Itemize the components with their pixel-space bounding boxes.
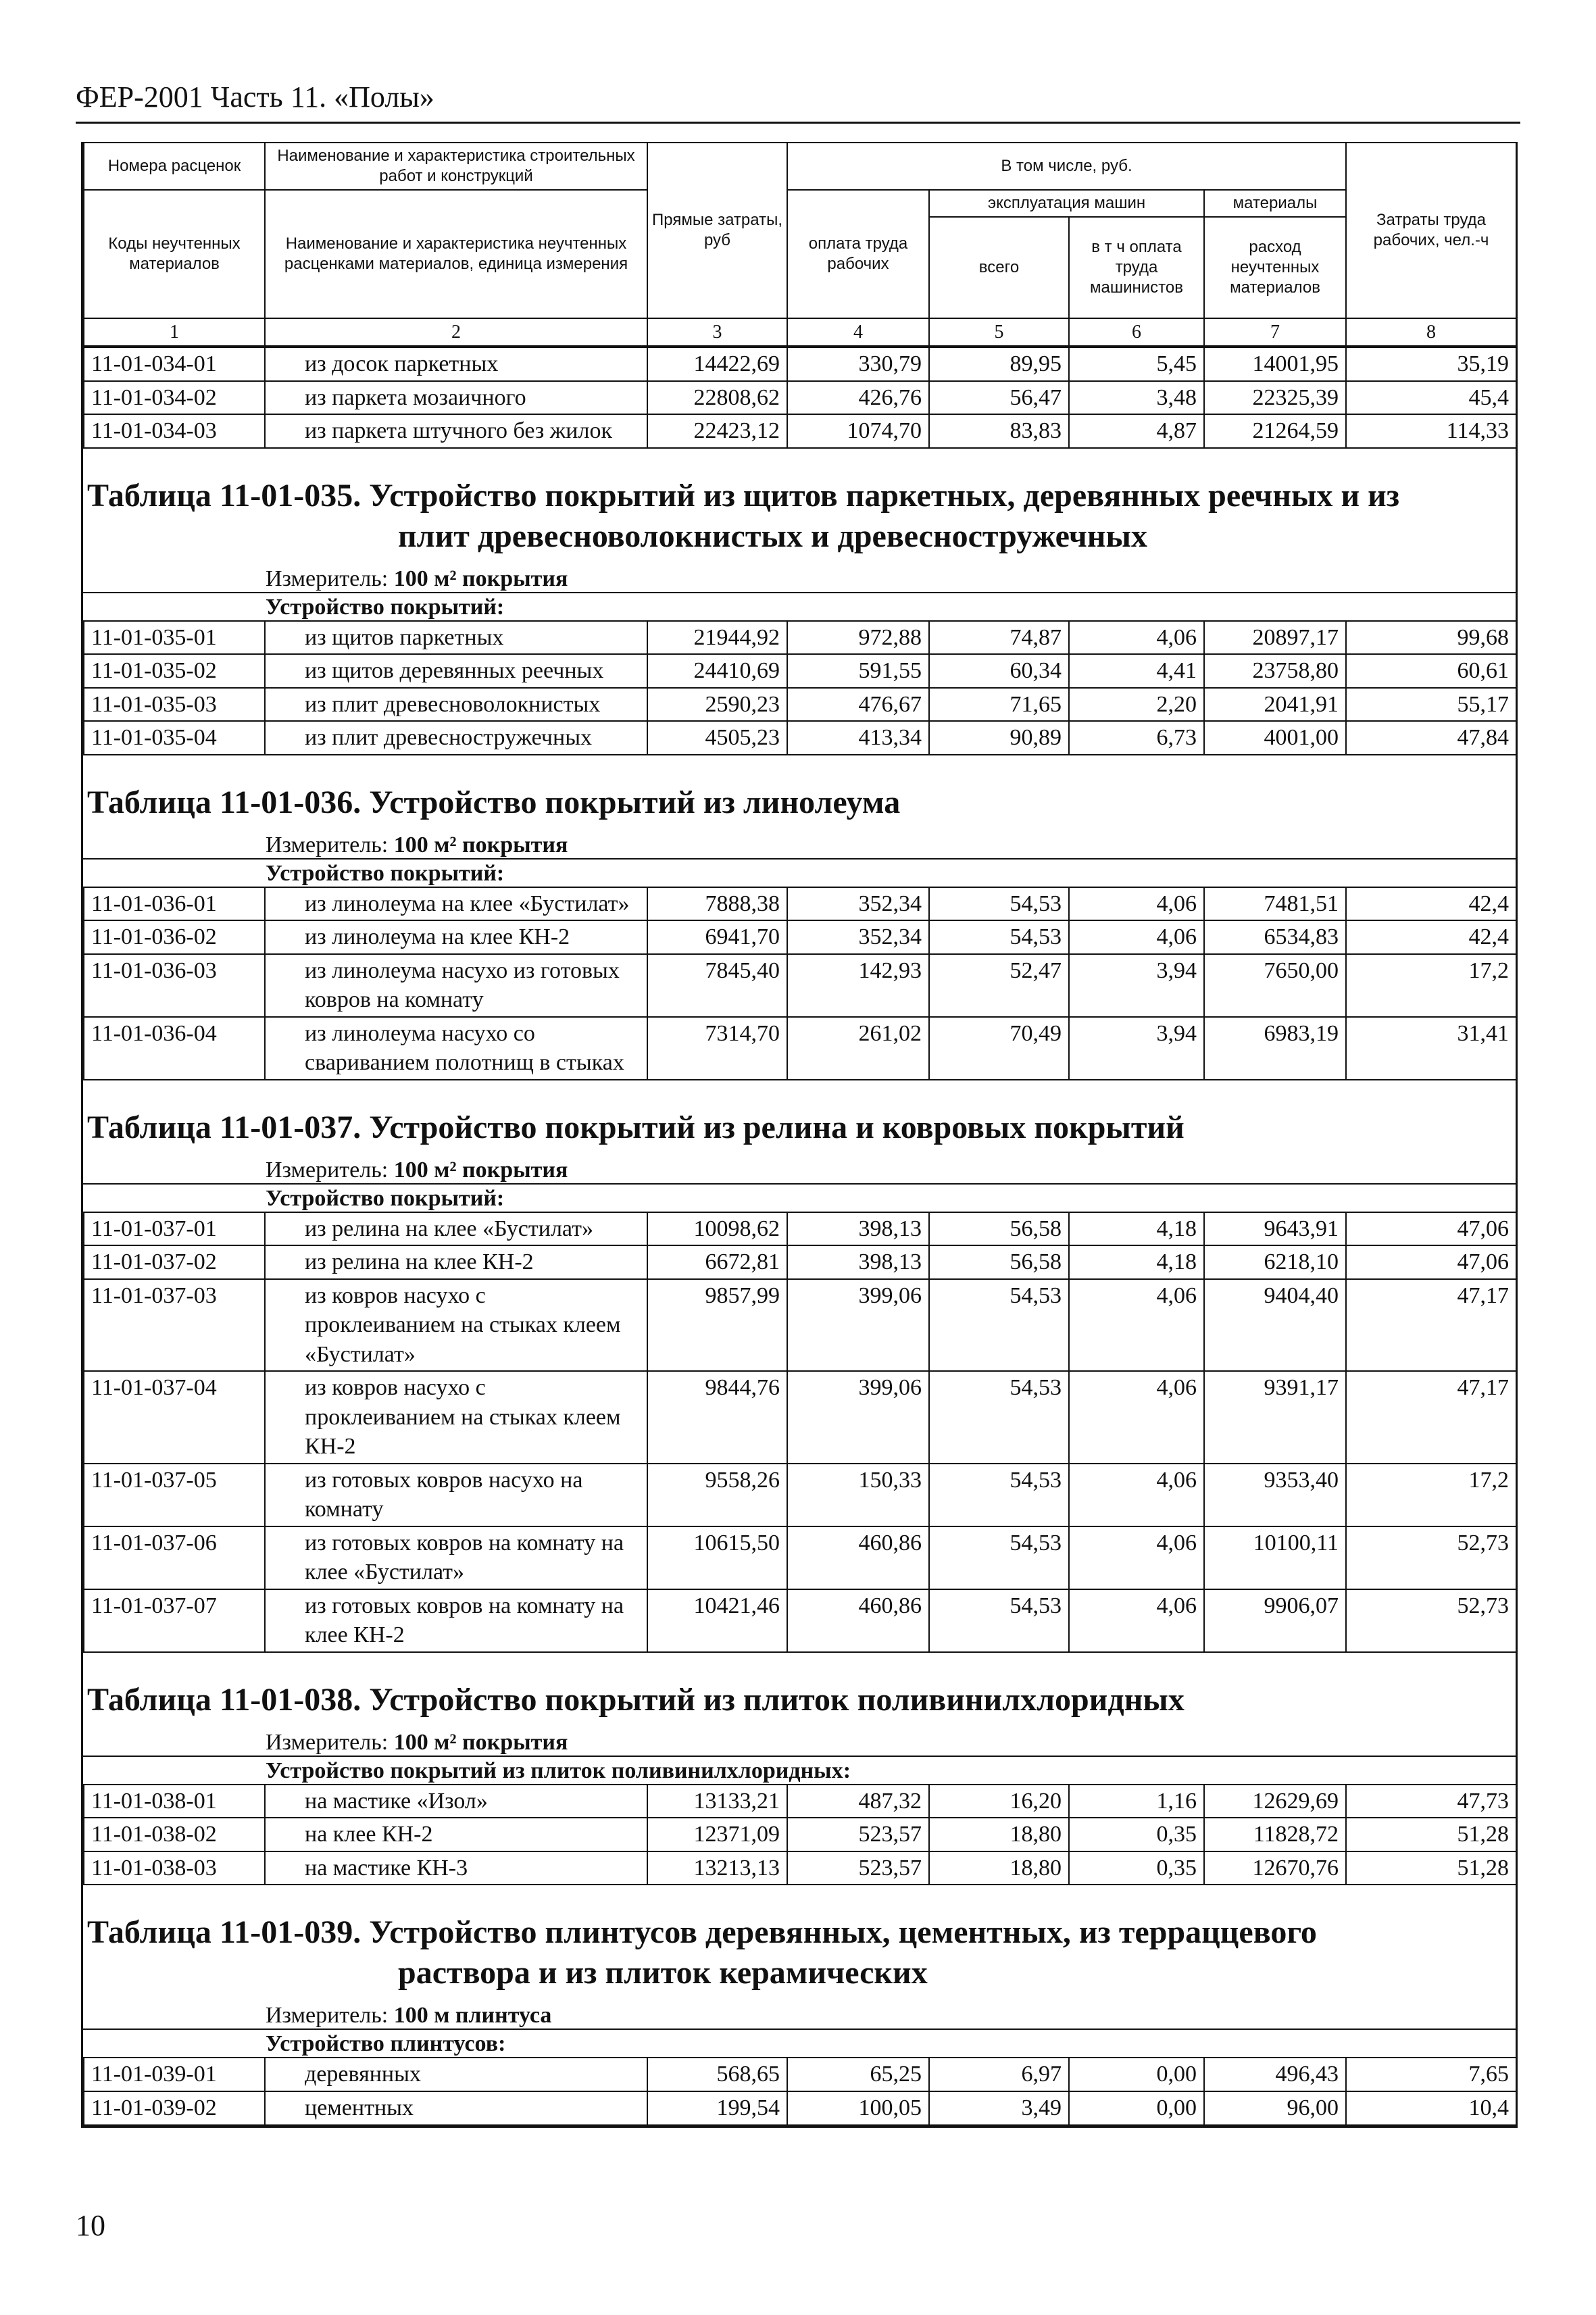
table-row <box>84 1464 1516 1526</box>
header-rule <box>76 122 1520 124</box>
rates-rows <box>83 1212 1517 1653</box>
measure-unit <box>83 830 1516 858</box>
materials: 22325,39 <box>1204 381 1346 415</box>
machine-total: 56,58 <box>929 1245 1069 1279</box>
labor-hours: 47,17 <box>1346 1371 1516 1464</box>
machine-operator-pay: 2,20 <box>1069 688 1204 722</box>
rate-code: 11-01-037-05 <box>84 1464 265 1526</box>
table-title-continuation: раствора и из плиток керамических <box>398 1955 928 1991</box>
materials: 7650,00 <box>1204 954 1346 1017</box>
work-name: из готовых ковров на комнату на клее «Бустилат» <box>265 1526 647 1589</box>
table-row <box>84 1526 1516 1589</box>
direct-costs: 22423,12 <box>647 414 787 448</box>
machine-operator-pay: 4,18 <box>1069 1212 1204 1246</box>
table-row <box>84 381 1516 415</box>
materials: 6534,83 <box>1204 920 1346 954</box>
col-num: 7 <box>1204 318 1346 346</box>
measure-value: 100 м² покрытия <box>393 1157 568 1183</box>
direct-costs: 14422,69 <box>647 347 787 381</box>
table-row <box>84 688 1516 722</box>
work-name: цементных <box>265 2091 647 2125</box>
rates-rows <box>83 887 1517 1080</box>
machine-total: 18,80 <box>929 1818 1069 1851</box>
direct-costs: 568,65 <box>647 2058 787 2091</box>
col-num: 5 <box>929 318 1069 346</box>
work-name: из ковров насухо с проклеиванием на стыках клеем КН-2 <box>265 1371 647 1464</box>
rate-code: 11-01-039-01 <box>84 2058 265 2091</box>
measure-value: 100 м² покрытия <box>393 832 568 857</box>
machine-total: 90,89 <box>929 721 1069 755</box>
direct-costs: 12371,09 <box>647 1818 787 1851</box>
machine-operator-pay: 4,06 <box>1069 1526 1204 1589</box>
measure-unit <box>83 1155 1516 1183</box>
direct-costs: 7845,40 <box>647 954 787 1017</box>
direct-costs: 9844,76 <box>647 1371 787 1464</box>
header-labor-pay: оплата труда рабочих <box>787 190 929 318</box>
col-num: 8 <box>1346 318 1516 346</box>
direct-costs: 10421,46 <box>647 1589 787 1652</box>
labor-hours: 17,2 <box>1346 1464 1516 1526</box>
section-subheader: Устройство плинтусов: <box>83 2028 1516 2057</box>
labor-pay: 460,86 <box>787 1526 929 1589</box>
direct-costs: 24410,69 <box>647 654 787 688</box>
labor-hours: 51,28 <box>1346 1818 1516 1851</box>
rate-code: 11-01-035-02 <box>84 654 265 688</box>
column-header-table <box>83 142 1517 347</box>
direct-costs: 6672,81 <box>647 1245 787 1279</box>
work-name: из линолеума насухо из готовых ковров на комнату <box>265 954 647 1017</box>
table-row <box>84 1851 1516 1885</box>
table-title-continuation: плит древесноволокнистых и древесностружечных <box>398 518 1147 554</box>
machine-total: 54,53 <box>929 1464 1069 1526</box>
machine-operator-pay: 0,00 <box>1069 2091 1204 2125</box>
labor-hours: 99,68 <box>1346 621 1516 655</box>
machine-total: 60,34 <box>929 654 1069 688</box>
machine-operator-pay: 0,35 <box>1069 1818 1204 1851</box>
machine-total: 56,47 <box>929 381 1069 415</box>
table-row <box>84 347 1516 381</box>
labor-hours: 31,41 <box>1346 1017 1516 1080</box>
rate-code: 11-01-039-02 <box>84 2091 265 2125</box>
tables-content <box>83 347 1516 2126</box>
work-name: из релина на клее «Бустилат» <box>265 1212 647 1246</box>
labor-hours: 42,4 <box>1346 887 1516 921</box>
table-title-text: Таблица 11-01-039. Устройство плинтусов деревянных, цементных, из терраццевого <box>87 1914 1317 1951</box>
machine-operator-pay: 4,06 <box>1069 920 1204 954</box>
direct-costs: 9857,99 <box>647 1279 787 1372</box>
rate-code: 11-01-036-03 <box>84 954 265 1017</box>
labor-hours: 52,73 <box>1346 1589 1516 1652</box>
labor-hours: 47,06 <box>1346 1245 1516 1279</box>
col-num: 3 <box>647 318 787 346</box>
machine-total: 54,53 <box>929 1526 1069 1589</box>
measure-value: 100 м плинтуса <box>393 2003 552 2028</box>
labor-pay: 100,05 <box>787 2091 929 2125</box>
header-materials: материалы <box>1204 190 1346 217</box>
rate-table-section <box>83 1885 1516 2125</box>
materials: 12629,69 <box>1204 1785 1346 1818</box>
rate-code: 11-01-034-01 <box>84 347 265 381</box>
header-machine-ops: эксплуатация машин <box>929 190 1204 217</box>
table-row <box>84 721 1516 755</box>
rate-code: 11-01-037-01 <box>84 1212 265 1246</box>
measure-unit <box>83 2000 1516 2028</box>
measure-label: Измеритель: <box>266 1157 389 1183</box>
materials: 23758,80 <box>1204 654 1346 688</box>
materials: 12670,76 <box>1204 1851 1346 1885</box>
machine-operator-pay: 4,06 <box>1069 887 1204 921</box>
labor-hours: 10,4 <box>1346 2091 1516 2125</box>
machine-operator-pay: 4,06 <box>1069 1279 1204 1372</box>
table-row <box>84 1589 1516 1652</box>
section-subheader: Устройство покрытий: <box>83 1183 1516 1212</box>
table-title-text: Таблица 11-01-038. Устройство покрытий из плиток поливинилхлоридных <box>87 1681 1184 1718</box>
labor-pay: 523,57 <box>787 1818 929 1851</box>
table-row <box>84 414 1516 448</box>
table-row <box>84 1212 1516 1246</box>
direct-costs: 2590,23 <box>647 688 787 722</box>
measure-label: Измеритель: <box>266 1729 389 1755</box>
header-machine-total: всего <box>929 217 1069 318</box>
rates-rows <box>83 347 1517 449</box>
labor-pay: 352,34 <box>787 920 929 954</box>
materials: 11828,72 <box>1204 1818 1346 1851</box>
rate-code: 11-01-035-01 <box>84 621 265 655</box>
materials: 14001,95 <box>1204 347 1346 381</box>
header-machine-incl: в т ч оплата труда машинистов <box>1069 217 1204 318</box>
col-num: 2 <box>265 318 647 346</box>
direct-costs: 6941,70 <box>647 920 787 954</box>
labor-pay: 352,34 <box>787 887 929 921</box>
header-direct-costs: Прямые затраты, руб <box>647 143 787 318</box>
table-title <box>83 755 1516 830</box>
machine-operator-pay: 4,06 <box>1069 1464 1204 1526</box>
machine-total: 18,80 <box>929 1851 1069 1885</box>
labor-pay: 399,06 <box>787 1371 929 1464</box>
rate-code: 11-01-037-06 <box>84 1526 265 1589</box>
rate-code: 11-01-036-02 <box>84 920 265 954</box>
materials: 9353,40 <box>1204 1464 1346 1526</box>
table-row <box>84 2058 1516 2091</box>
machine-total: 74,87 <box>929 621 1069 655</box>
machine-operator-pay: 4,06 <box>1069 1371 1204 1464</box>
work-name: деревянных <box>265 2058 647 2091</box>
work-name: из щитов паркетных <box>265 621 647 655</box>
materials: 9643,91 <box>1204 1212 1346 1246</box>
rate-code: 11-01-036-01 <box>84 887 265 921</box>
rate-table-section <box>83 1653 1516 1886</box>
materials: 6983,19 <box>1204 1017 1346 1080</box>
work-name: на мастике «Изол» <box>265 1785 647 1818</box>
rate-code: 11-01-035-03 <box>84 688 265 722</box>
rates-rows <box>83 2057 1517 2125</box>
work-name: из готовых ковров на комнату на клее КН-2 <box>265 1589 647 1652</box>
work-name: из плит древесностружечных <box>265 721 647 755</box>
materials: 10100,11 <box>1204 1526 1346 1589</box>
materials: 96,00 <box>1204 2091 1346 2125</box>
materials: 21264,59 <box>1204 414 1346 448</box>
machine-total: 71,65 <box>929 688 1069 722</box>
machine-total: 89,95 <box>929 347 1069 381</box>
materials: 496,43 <box>1204 2058 1346 2091</box>
machine-total: 54,53 <box>929 887 1069 921</box>
labor-pay: 1074,70 <box>787 414 929 448</box>
section-subheader: Устройство покрытий из плиток поливинилхлоридных: <box>83 1756 1516 1784</box>
direct-costs: 22808,62 <box>647 381 787 415</box>
page-number: 10 <box>76 2209 105 2242</box>
labor-pay: 398,13 <box>787 1212 929 1246</box>
labor-hours: 47,17 <box>1346 1279 1516 1372</box>
materials: 9906,07 <box>1204 1589 1346 1652</box>
work-name: из линолеума на клее «Бустилат» <box>265 887 647 921</box>
table-row <box>84 1017 1516 1080</box>
work-name: из паркета штучного без жилок <box>265 414 647 448</box>
direct-costs: 199,54 <box>647 2091 787 2125</box>
work-name: из линолеума насухо со свариванием полотнищ в стыках <box>265 1017 647 1080</box>
machine-total: 6,97 <box>929 2058 1069 2091</box>
table-row <box>84 1818 1516 1851</box>
labor-hours: 60,61 <box>1346 654 1516 688</box>
direct-costs: 4505,23 <box>647 721 787 755</box>
header-materials-sub: расход неучтенных материалов <box>1204 217 1346 318</box>
machine-total: 70,49 <box>929 1017 1069 1080</box>
col-num: 1 <box>84 318 265 346</box>
labor-hours: 35,19 <box>1346 347 1516 381</box>
machine-total: 16,20 <box>929 1785 1069 1818</box>
labor-pay: 330,79 <box>787 347 929 381</box>
page-header: ФЕР-2001 Часть 11. «Полы» <box>76 80 434 114</box>
labor-hours: 55,17 <box>1346 688 1516 722</box>
rate-code: 11-01-038-02 <box>84 1818 265 1851</box>
rates-rows <box>83 620 1517 755</box>
header-rate-numbers: Номера расценок <box>84 143 265 190</box>
table-row <box>84 1785 1516 1818</box>
machine-operator-pay: 4,87 <box>1069 414 1204 448</box>
machine-operator-pay: 6,73 <box>1069 721 1204 755</box>
labor-hours: 51,28 <box>1346 1851 1516 1885</box>
machine-total: 54,53 <box>929 1589 1069 1652</box>
machine-operator-pay: 0,35 <box>1069 1851 1204 1885</box>
table-row <box>84 887 1516 921</box>
rate-table-section <box>83 449 1516 755</box>
rate-code: 11-01-037-07 <box>84 1589 265 1652</box>
work-name: из готовых ковров насухо на комнату <box>265 1464 647 1526</box>
machine-operator-pay: 4,06 <box>1069 621 1204 655</box>
work-name: из релина на клее КН-2 <box>265 1245 647 1279</box>
measure-label: Измеритель: <box>266 566 389 591</box>
rate-code: 11-01-035-04 <box>84 721 265 755</box>
machine-operator-pay: 1,16 <box>1069 1785 1204 1818</box>
labor-pay: 972,88 <box>787 621 929 655</box>
labor-hours: 42,4 <box>1346 920 1516 954</box>
machine-total: 54,53 <box>929 920 1069 954</box>
materials: 9391,17 <box>1204 1371 1346 1464</box>
table-row <box>84 1371 1516 1464</box>
work-name: из линолеума на клее КН-2 <box>265 920 647 954</box>
machine-total: 54,53 <box>929 1279 1069 1372</box>
machine-operator-pay: 4,06 <box>1069 1589 1204 1652</box>
table-row <box>84 954 1516 1017</box>
work-name: из плит древесноволокнистых <box>265 688 647 722</box>
rate-code: 11-01-038-03 <box>84 1851 265 1885</box>
rate-code: 11-01-037-04 <box>84 1371 265 1464</box>
work-name: из ковров насухо с проклеиванием на стыках клеем «Бустилат» <box>265 1279 647 1372</box>
direct-costs: 9558,26 <box>647 1464 787 1526</box>
labor-pay: 426,76 <box>787 381 929 415</box>
materials: 7481,51 <box>1204 887 1346 921</box>
col-num: 6 <box>1069 318 1204 346</box>
header-material-codes: Коды неучтенных материалов <box>84 190 265 318</box>
machine-operator-pay: 4,41 <box>1069 654 1204 688</box>
rate-code: 11-01-034-02 <box>84 381 265 415</box>
work-name: из досок паркетных <box>265 347 647 381</box>
section-subheader: Устройство покрытий: <box>83 858 1516 887</box>
labor-pay: 398,13 <box>787 1245 929 1279</box>
rate-code: 11-01-037-03 <box>84 1279 265 1372</box>
table-title <box>83 1080 1516 1155</box>
materials: 4001,00 <box>1204 721 1346 755</box>
col-num: 4 <box>787 318 929 346</box>
labor-pay: 150,33 <box>787 1464 929 1526</box>
measure-unit <box>83 1727 1516 1756</box>
work-name: из паркета мозаичного <box>265 381 647 415</box>
table-row <box>84 654 1516 688</box>
machine-operator-pay: 4,18 <box>1069 1245 1204 1279</box>
section-subheader: Устройство покрытий: <box>83 592 1516 620</box>
materials: 6218,10 <box>1204 1245 1346 1279</box>
table-title <box>83 1653 1516 1727</box>
table-row <box>84 1245 1516 1279</box>
table-title-text: Таблица 11-01-037. Устройство покрытий из релина и ковровых покрытий <box>87 1109 1184 1145</box>
labor-pay: 142,93 <box>787 954 929 1017</box>
direct-costs: 13133,21 <box>647 1785 787 1818</box>
rate-code: 11-01-034-03 <box>84 414 265 448</box>
rate-code: 11-01-036-04 <box>84 1017 265 1080</box>
machine-total: 83,83 <box>929 414 1069 448</box>
labor-pay: 523,57 <box>787 1851 929 1885</box>
table-title-text: Таблица 11-01-036. Устройство покрытий из линолеума <box>87 784 901 820</box>
direct-costs: 7888,38 <box>647 887 787 921</box>
labor-hours: 17,2 <box>1346 954 1516 1017</box>
rates-rows <box>83 1784 1517 1886</box>
materials: 2041,91 <box>1204 688 1346 722</box>
rate-table-section <box>83 755 1516 1080</box>
table-row <box>84 2091 1516 2125</box>
table-title <box>83 1885 1516 2000</box>
table-row <box>84 920 1516 954</box>
machine-total: 56,58 <box>929 1212 1069 1246</box>
rate-code: 11-01-038-01 <box>84 1785 265 1818</box>
labor-pay: 399,06 <box>787 1279 929 1372</box>
labor-hours: 47,73 <box>1346 1785 1516 1818</box>
labor-pay: 413,34 <box>787 721 929 755</box>
table-row <box>84 621 1516 655</box>
labor-pay: 65,25 <box>787 2058 929 2091</box>
header-material-names: Наименование и характеристика неучтенных расценками материалов, единица измерения <box>265 190 647 318</box>
machine-total: 54,53 <box>929 1371 1069 1464</box>
header-labor-costs: Затраты труда рабочих, чел.-ч <box>1346 143 1516 318</box>
work-name: на клее КН-2 <box>265 1818 647 1851</box>
labor-hours: 47,06 <box>1346 1212 1516 1246</box>
labor-hours: 7,65 <box>1346 2058 1516 2091</box>
work-name: на мастике КН-3 <box>265 1851 647 1885</box>
materials: 9404,40 <box>1204 1279 1346 1372</box>
materials: 20897,17 <box>1204 621 1346 655</box>
table-title-text: Таблица 11-01-035. Устройство покрытий из щитов паркетных, деревянных реечных и из <box>87 477 1400 514</box>
measure-label: Измеритель: <box>266 2003 389 2028</box>
table-title <box>83 449 1516 564</box>
direct-costs: 7314,70 <box>647 1017 787 1080</box>
header-including: В том числе, руб. <box>787 143 1346 190</box>
machine-operator-pay: 3,48 <box>1069 381 1204 415</box>
measure-label: Измеритель: <box>266 832 389 857</box>
machine-total: 52,47 <box>929 954 1069 1017</box>
labor-hours: 47,84 <box>1346 721 1516 755</box>
direct-costs: 10098,62 <box>647 1212 787 1246</box>
machine-operator-pay: 3,94 <box>1069 1017 1204 1080</box>
labor-pay: 261,02 <box>787 1017 929 1080</box>
labor-pay: 591,55 <box>787 654 929 688</box>
machine-operator-pay: 5,45 <box>1069 347 1204 381</box>
machine-operator-pay: 0,00 <box>1069 2058 1204 2091</box>
machine-operator-pay: 3,94 <box>1069 954 1204 1017</box>
machine-total: 3,49 <box>929 2091 1069 2125</box>
rate-table-section <box>83 1080 1516 1653</box>
work-name: из щитов деревянных реечных <box>265 654 647 688</box>
header-work-name: Наименование и характеристика строительных работ и конструкций <box>265 143 647 190</box>
labor-hours: 45,4 <box>1346 381 1516 415</box>
direct-costs: 13213,13 <box>647 1851 787 1885</box>
measure-value: 100 м² покрытия <box>393 566 568 591</box>
labor-pay: 487,32 <box>787 1785 929 1818</box>
labor-pay: 460,86 <box>787 1589 929 1652</box>
measure-unit <box>83 564 1516 592</box>
labor-hours: 114,33 <box>1346 414 1516 448</box>
labor-pay: 476,67 <box>787 688 929 722</box>
labor-hours: 52,73 <box>1346 1526 1516 1589</box>
table-row <box>84 1279 1516 1372</box>
rates-table-frame <box>81 142 1518 2128</box>
direct-costs: 10615,50 <box>647 1526 787 1589</box>
direct-costs: 21944,92 <box>647 621 787 655</box>
measure-value: 100 м² покрытия <box>393 1729 568 1755</box>
rate-code: 11-01-037-02 <box>84 1245 265 1279</box>
